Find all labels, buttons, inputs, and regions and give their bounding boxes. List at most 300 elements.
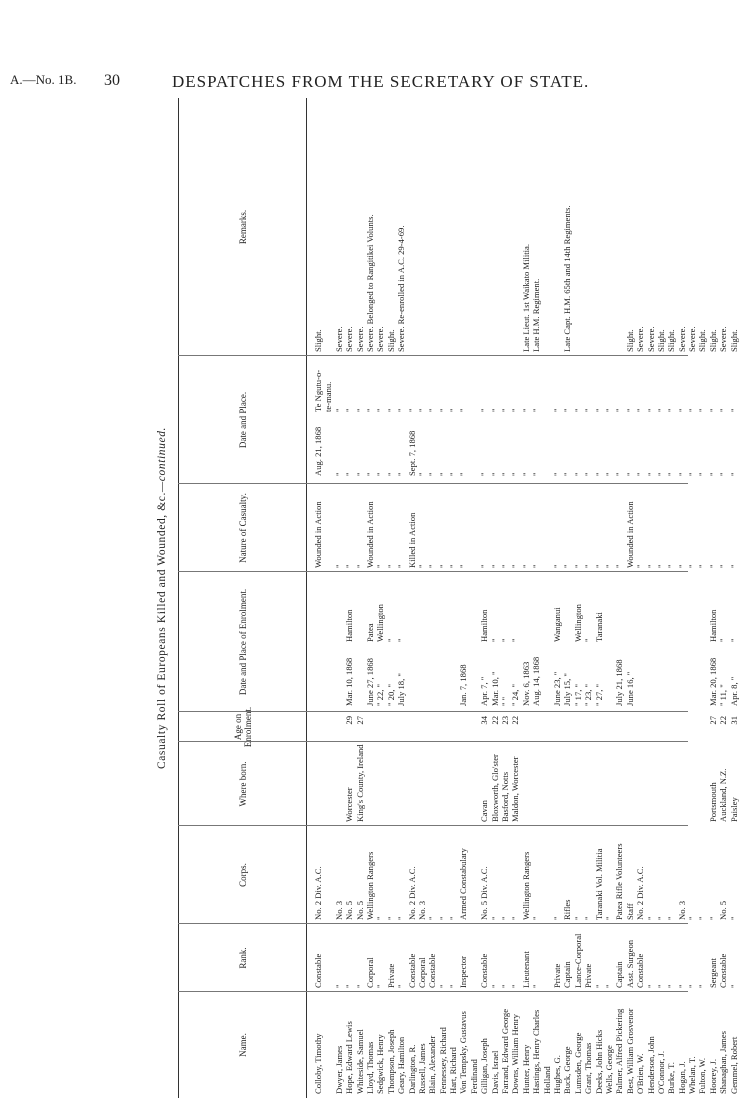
cell-name: Whelan, T. (687, 1056, 698, 1094)
cell-date: " (531, 472, 542, 476)
cell-date: " (697, 472, 708, 476)
cell-date: " (551, 472, 562, 476)
cell-where: " (520, 408, 531, 412)
cell-remarks: Slight. (385, 329, 396, 352)
cell-rank: Asst. Surgeon (624, 939, 635, 988)
cell-place: " (510, 638, 521, 642)
cell-date: " (562, 472, 573, 476)
cell-remarks: Severe. (354, 326, 365, 352)
cell-where: " (531, 408, 542, 412)
cell-remarks: Slight. (313, 329, 323, 352)
column-header-remarks: Remarks. (238, 209, 248, 245)
paper-reference: A.—No. 1B. (10, 72, 77, 87)
cell-name: Lloyd, Thomas (364, 1041, 375, 1094)
cell-date: " (364, 472, 375, 476)
cell-rank: Sergeant (707, 958, 718, 988)
page-number: 30 (104, 72, 120, 89)
table-row (666, 98, 676, 1098)
cell-rank: Captain (614, 961, 625, 988)
cell-corps: " (697, 916, 708, 920)
cell-age: 31 (728, 716, 739, 725)
cell-place: " (396, 638, 407, 642)
cell-date: " (333, 472, 344, 476)
cell-enrol: Apr. 8, " (728, 676, 739, 706)
cell-place: " (385, 638, 396, 642)
cell-rank: " (510, 984, 521, 988)
cell-enrol: " 24, " (510, 683, 521, 706)
cell-where: " (479, 408, 490, 412)
cell-enrol: Mar. 10, 1868 (344, 657, 355, 706)
cell-where: " (448, 408, 459, 412)
cell-date: " (676, 472, 687, 476)
cell-where: " (354, 408, 365, 412)
cell-where: " (562, 408, 573, 412)
cell-nature: " (728, 564, 739, 568)
table-row (521, 98, 531, 1098)
cell-where: Te Ngutu-o- (313, 369, 323, 412)
cell-nature: " (635, 564, 646, 568)
cell-corps: " (375, 916, 386, 920)
cell-nature: " (676, 564, 687, 568)
cell-rank: " (593, 984, 604, 988)
cell-where: " (645, 408, 656, 412)
cell-corps: No. 2 Div. A.C. (635, 866, 646, 920)
cell-name: Blain, Alexander (427, 1035, 438, 1094)
cell-age: 22 (510, 716, 521, 725)
cell-nature: " (427, 564, 438, 568)
cell-enrol: " 17, " (572, 683, 583, 706)
cell-date: " (375, 472, 386, 476)
cell-nature: " (354, 564, 365, 568)
cell-age: 27 (354, 716, 365, 725)
column-header-corps: Corps. (238, 863, 248, 887)
cell-where: " (427, 408, 438, 412)
cell-enrol: " 22, " (375, 683, 386, 706)
table-row (625, 98, 635, 1098)
table-row (729, 98, 739, 1098)
table-row (375, 98, 385, 1098)
cell-born: Portsmouth (707, 782, 718, 822)
cell-rank: " (531, 984, 542, 988)
cell-rank: " (344, 984, 355, 988)
cell-born: Basford, Notts (500, 771, 511, 822)
cell-rank: " (697, 984, 708, 988)
cell-name: Wells, George (603, 1045, 614, 1094)
column-header-age: Age on Enrolment. (233, 706, 253, 748)
cell-nature: " (500, 564, 511, 568)
cell-age: 27 (707, 716, 718, 725)
table-row (635, 98, 645, 1098)
cell-born: Maldon, Worcester (510, 756, 521, 822)
cell-date: " (687, 472, 698, 476)
cell-date: " (718, 472, 729, 476)
cell-corps: No. 5 (354, 900, 365, 920)
cell-rank: " (655, 984, 666, 988)
cell-rank: Inspector (458, 956, 469, 988)
cell-rank: " (448, 984, 459, 988)
cell-where: " (500, 408, 511, 412)
cell-corps: " (510, 916, 521, 920)
table-row (646, 98, 656, 1098)
cell-remarks: Severe. (635, 326, 646, 352)
cell-date: " (614, 472, 625, 476)
cell-place: Taranaki (593, 612, 604, 642)
table-row (396, 98, 406, 1098)
cell-date: " (489, 472, 500, 476)
cell-place: Wellington (375, 604, 386, 642)
cell-corps: " (572, 916, 583, 920)
cell-corps: " (531, 916, 542, 920)
cell-age: 29 (344, 716, 355, 725)
table-body (313, 98, 739, 1098)
page-title: DESPATCHES FROM THE SECRETARY OF STATE. (172, 72, 590, 91)
table-header-rule (306, 98, 307, 1098)
cell-nature: " (510, 564, 521, 568)
cell-where: " (635, 408, 646, 412)
cell-rank: Private (583, 963, 594, 988)
cell-nature: " (655, 564, 666, 568)
cell-corps: " (500, 916, 511, 920)
cell-where: " (676, 408, 687, 412)
cell-name: Darlington, R. (406, 1044, 417, 1094)
cell-nature: " (531, 564, 542, 568)
cell-where: " (593, 408, 604, 412)
table-row (490, 98, 500, 1098)
cell-nature: " (333, 564, 344, 568)
cell-born: Auckland, N.Z. (718, 768, 729, 822)
cell-name: Burke, T. (666, 1062, 677, 1094)
cell-date: " (354, 472, 365, 476)
table-title-suffix: —continued. (156, 426, 168, 493)
cell-nature: " (448, 564, 459, 568)
table-row (438, 98, 448, 1098)
cell-born: Paisley (728, 797, 739, 822)
cell-nature: " (375, 564, 386, 568)
cell-corps: " (728, 916, 739, 920)
cell-where: " (707, 408, 718, 412)
cell-date: Sept. 7, 1868 (406, 430, 417, 476)
cell-nature: " (666, 564, 677, 568)
cell-corps: Staff (624, 903, 635, 920)
cell-nature: " (697, 564, 708, 568)
cell-where: " (583, 408, 594, 412)
cell-date: " (427, 472, 438, 476)
cell-age: 23 (500, 716, 511, 725)
cell-corps: " (448, 916, 459, 920)
column-header-nature: Nature of Casualty. (238, 493, 248, 563)
cell-enrol: Mar. 10, " (489, 671, 500, 706)
cell-date: " (510, 472, 521, 476)
cell-place: " (489, 638, 500, 642)
table-row (656, 98, 666, 1098)
cell-enrol: July 15, " (562, 673, 573, 706)
cell-corps: Wellington Rangers (520, 851, 531, 920)
cell-nature: " (603, 564, 614, 568)
cell-enrol: June 16, " (624, 671, 635, 706)
cell-rank: Constable (718, 953, 729, 988)
cell-born: King's County, Ireland (354, 744, 365, 822)
table-row (677, 98, 687, 1098)
cell-place: Hamilton (479, 609, 490, 642)
cell-rank: Lance-Corporal (572, 933, 583, 988)
cell-nature: Killed in Action (406, 512, 417, 568)
cell-nature: Wounded in Action (624, 501, 635, 568)
table-row (313, 98, 323, 1098)
table-row (386, 98, 396, 1098)
cell-date: " (479, 472, 490, 476)
cell-where: " (458, 408, 469, 412)
table-row (697, 98, 707, 1098)
cell-name: Russell, James (416, 1043, 427, 1094)
table-row (344, 98, 354, 1098)
cell-date: " (728, 472, 739, 476)
cell-nature: " (385, 564, 396, 568)
table-top-rule (178, 98, 179, 1098)
table-row (458, 98, 468, 1098)
cell-name: Whiteside, Samuel (354, 1029, 365, 1094)
cell-where: " (551, 408, 562, 412)
cell-corps: Taranaki Vol. Militia (593, 848, 604, 920)
cell-remarks: Severe. (718, 326, 729, 352)
cell-date: Aug. 21, 1868 (313, 426, 323, 476)
cell-name: Deeks, John Hicks (593, 1029, 604, 1094)
cell-rank: " (603, 984, 614, 988)
cell-nature: " (707, 564, 718, 568)
cell-corps: " (489, 916, 500, 920)
cell-remarks: Slight. (655, 329, 666, 352)
cell-nature: " (416, 564, 427, 568)
cell-corps: No. 2 Div. A.C. (406, 866, 417, 920)
cell-where: " (406, 408, 417, 412)
cell-name: Hughes, G. (551, 1055, 562, 1094)
cell-rank: " (676, 984, 687, 988)
cell-rank: " (687, 984, 698, 988)
table-row (334, 98, 344, 1098)
cell-where: " (603, 408, 614, 412)
cell-corps: No. 5 (344, 900, 355, 920)
cell-rank: Constable (635, 953, 646, 988)
table-row (479, 98, 489, 1098)
cell-remarks: Late Lieut. 1st Waikato Militia. (520, 244, 531, 352)
table-row (427, 98, 437, 1098)
cell-enrol: June 27, 1868 (364, 658, 375, 706)
cell-name: Holland (541, 1066, 552, 1094)
table-row (407, 98, 417, 1098)
cell-date: " (385, 472, 396, 476)
cell-name: Hunter, Henry (520, 1044, 531, 1094)
cell-date: " (344, 472, 355, 476)
cell-nature: " (562, 564, 573, 568)
cell-rank: Corporal (416, 957, 427, 988)
cell-rank: Private (551, 963, 562, 988)
cell-nature: " (687, 564, 698, 568)
cell-place: Wanganui (551, 607, 562, 642)
cell-enrol: Jan. 7, 1868 (458, 664, 469, 706)
cell-corps: " (666, 916, 677, 920)
cell-name: Downs, William Henry (510, 1014, 521, 1094)
cell-remarks: Slight. (697, 329, 708, 352)
cell-corps: " (551, 916, 562, 920)
cell-name: O'Connor, J. (655, 1051, 666, 1094)
table-row (687, 98, 697, 1098)
cell-name: Best, William Grosvenor (624, 1008, 635, 1094)
cell-where: " (666, 408, 677, 412)
cell-enrol: June 23, " (551, 671, 562, 706)
cell-nature: " (344, 564, 355, 568)
cell-name: Ferdinand (468, 1059, 479, 1094)
cell-name: Gilligan, Joseph (479, 1038, 490, 1094)
table-title-text: Casualty Roll of Europeans Killed and Wounded, &c. (156, 492, 168, 770)
cell-name: Hoorey, J. (707, 1058, 718, 1094)
cell-where: " (655, 408, 666, 412)
cell-remarks: Severe. (676, 326, 687, 352)
cell-where: " (697, 408, 708, 412)
cell-corps: " (655, 916, 666, 920)
cell-rank: " (489, 984, 500, 988)
table-row (510, 98, 520, 1098)
table-row (552, 98, 562, 1098)
table-row (500, 98, 510, 1098)
cell-name: Hogan, J. (676, 1061, 687, 1094)
cell-place: Patea (364, 623, 375, 642)
cell-where: " (364, 408, 375, 412)
cell-rank: Lieutenant (520, 951, 531, 988)
cell-rank: Constable (313, 953, 323, 988)
cell-name: Buck, George (562, 1046, 573, 1094)
table-row (448, 98, 458, 1098)
column-header-name: Name. (238, 1033, 248, 1057)
cell-nature: " (593, 564, 604, 568)
cell-rank: Constable (479, 953, 490, 988)
cell-remarks: Severe. (333, 326, 344, 352)
cell-where: " (572, 408, 583, 412)
cell-place: Hamilton (707, 609, 718, 642)
table-row (562, 98, 572, 1098)
cell-name: Fulton, W. (697, 1057, 708, 1094)
cell-remarks: Slight. (624, 329, 635, 352)
table-row (573, 98, 583, 1098)
cell-name: Hope, Edward Lewis (344, 1021, 355, 1094)
table-row (531, 98, 541, 1098)
cell-date: " (416, 472, 427, 476)
table-row (604, 98, 614, 1098)
cell-date: " (520, 472, 531, 476)
cell-enrol: July 21, 1868 (614, 659, 625, 706)
cell-corps: " (427, 916, 438, 920)
cell-nature: " (572, 564, 583, 568)
cell-remarks: Severe. (344, 326, 355, 352)
cell-nature: " (520, 564, 531, 568)
cell-date: " (645, 472, 656, 476)
cell-where: " (728, 408, 739, 412)
cell-enrol: Apr. 7, " (479, 676, 490, 706)
cell-where: " (489, 408, 500, 412)
column-header-enrolment: Date and Place of Enrolment. (238, 588, 248, 696)
column-header-rank: Rank. (238, 947, 248, 969)
table-row (583, 98, 593, 1098)
cell-where: " (396, 408, 407, 412)
cell-enrol: " 27, " (593, 683, 604, 706)
page-header (0, 72, 700, 96)
cell-name: Palmer, Alfred Pickering (614, 1008, 625, 1094)
cell-enrol: Aug. 14, 1868 (531, 656, 542, 706)
cell-name: Lumsden, George (572, 1032, 583, 1094)
cell-place: " (500, 638, 511, 642)
cell-corps: " (385, 916, 396, 920)
cell-name: Shanaghan, James (718, 1030, 729, 1094)
cell-where: " (614, 408, 625, 412)
cell-where: " (510, 408, 521, 412)
cell-date: " (666, 472, 677, 476)
cell-corps: " (396, 916, 407, 920)
cell-rank: " (728, 984, 739, 988)
cell-rank: " (354, 984, 365, 988)
cell-corps: " (687, 916, 698, 920)
cell-where: " (344, 408, 355, 412)
cell-corps: No. 3 (333, 900, 344, 920)
cell-nature: " (396, 564, 407, 568)
cell-rank: " (375, 984, 386, 988)
cell-remarks: Slight. (666, 329, 677, 352)
cell-age: 22 (718, 716, 729, 725)
cell-nature: " (718, 564, 729, 568)
table-title (156, 98, 168, 1098)
cell-corps: No. 2 Div. A.C. (313, 866, 323, 920)
cell-enrol: " 20, " (385, 683, 396, 706)
table-row (355, 98, 365, 1098)
cell-remarks: Severe. (645, 326, 656, 352)
cell-remarks: Severe. Re-enrolled in A.C. 29-4-69. (396, 225, 407, 352)
cell-rank: " (500, 984, 511, 988)
table-row (417, 98, 427, 1098)
cell-remarks: Severe. Belonged to Rangitikei Volunts. (364, 214, 375, 352)
cell-remarks: Slight. (728, 329, 739, 352)
cell-date: " (635, 472, 646, 476)
cell-enrol: " " (500, 696, 511, 706)
cell-where: " (416, 408, 427, 412)
cell-date: " (572, 472, 583, 476)
cell-rank: Constable (406, 953, 417, 988)
cell-born: Cavan (479, 800, 490, 822)
table-row (708, 98, 718, 1098)
cell-remarks: Slight. (707, 329, 718, 352)
cell-name: Colloby, Timothy (313, 1033, 323, 1094)
cell-name: Gemmel, Robert (728, 1036, 739, 1094)
cell-corps: Rifles (562, 899, 573, 920)
table-row (323, 98, 333, 1098)
casualty-table (150, 98, 739, 1098)
cell-date: " (437, 472, 448, 476)
cell-corps: " (437, 916, 448, 920)
cell-where: " (624, 408, 635, 412)
cell-rank: " (396, 984, 407, 988)
cell-name: Farrand, Edward George (500, 1008, 511, 1094)
cell-date: " (583, 472, 594, 476)
cell-remarks: Late Capt. H.M. 65th and 14th Regiments. (562, 205, 573, 352)
cell-where: " (687, 408, 698, 412)
cell-where: " (333, 408, 344, 412)
cell-age: 34 (479, 716, 490, 725)
table-row (614, 98, 624, 1098)
cell-corps: No. 3 (676, 900, 687, 920)
cell-rank: Captain (562, 961, 573, 988)
cell-corps: " (645, 916, 656, 920)
cell-nature: " (489, 564, 500, 568)
cell-where: " (437, 408, 448, 412)
cell-enrol: " 23, " (583, 683, 594, 706)
cell-nature: Wounded in Action (313, 501, 323, 568)
cell-where: " (385, 408, 396, 412)
